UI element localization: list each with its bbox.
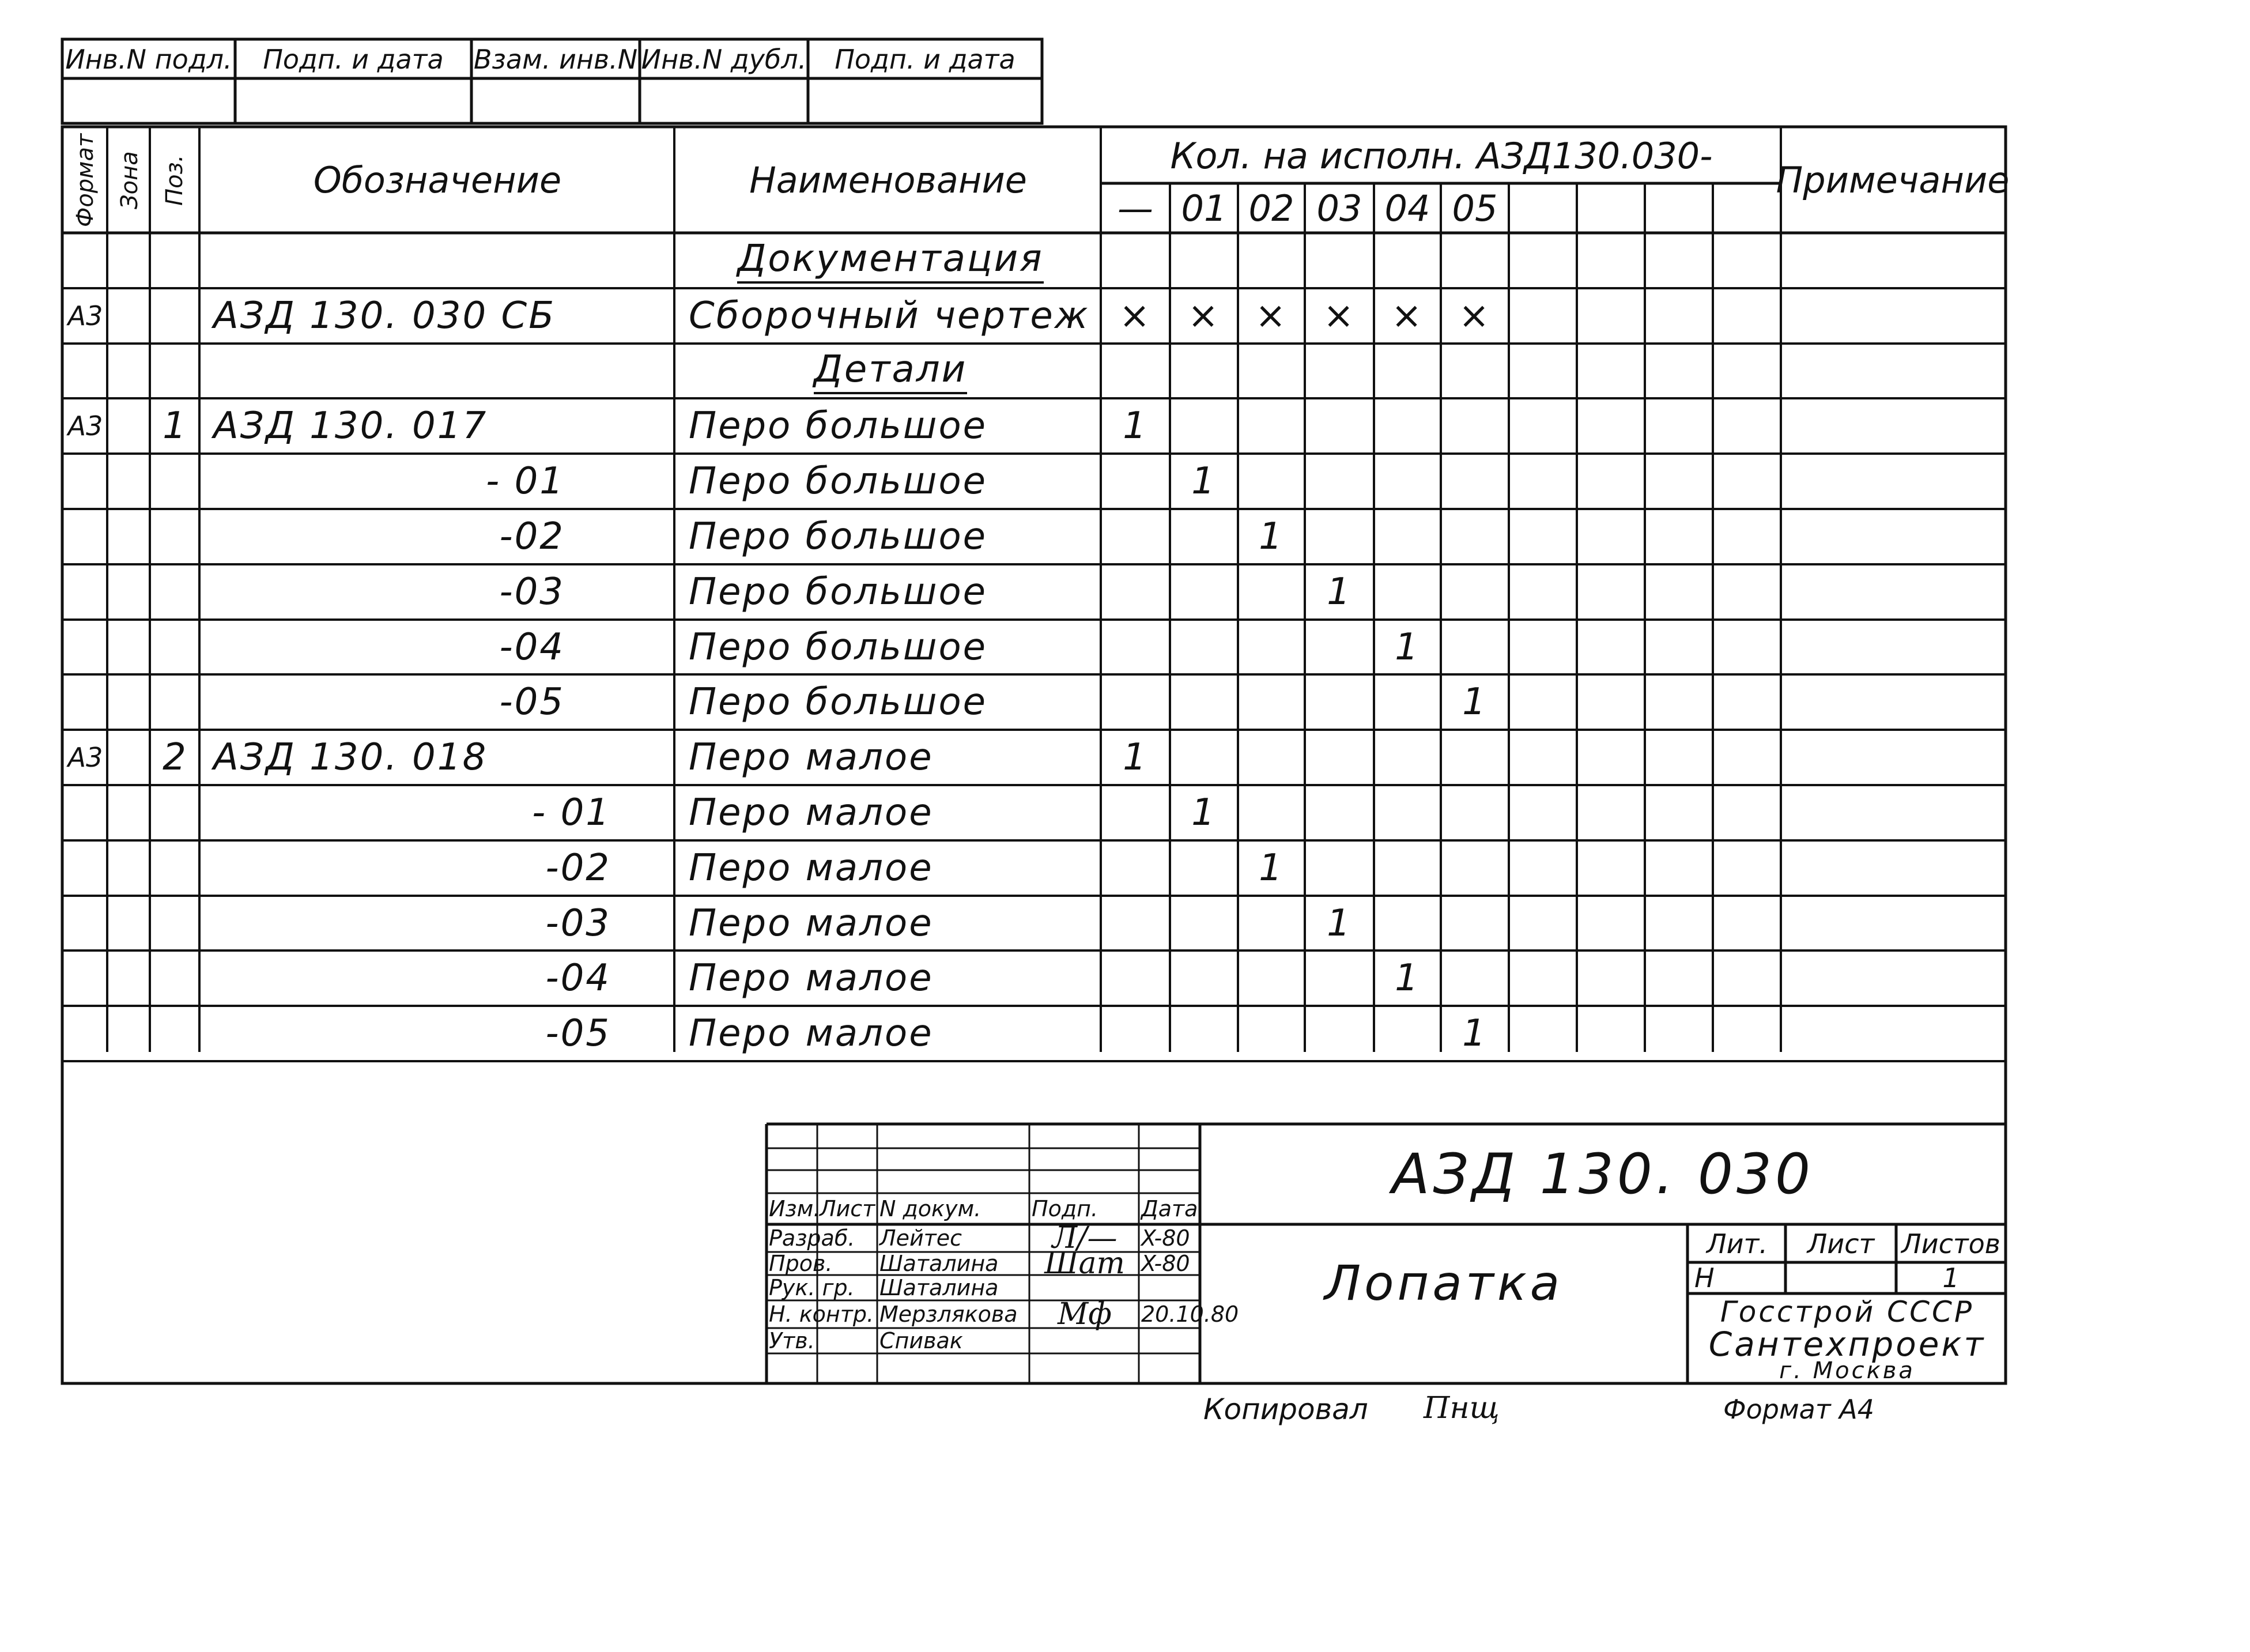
row-name: Перо большое: [689, 515, 987, 558]
qty-cell: [1306, 455, 1373, 508]
qty-cell: [1306, 510, 1373, 563]
row-position: [151, 289, 199, 342]
variant-header: 02: [1248, 187, 1294, 229]
qty-cell: [1375, 345, 1440, 398]
org-line-3: г. Москва: [1779, 1357, 1915, 1384]
qty-cell: [1375, 399, 1440, 452]
row-format: [63, 234, 107, 287]
qty-cell: [1306, 399, 1373, 452]
row-position: 1: [163, 405, 188, 447]
qty-cell: [1102, 952, 1169, 1005]
qty-cell: [1239, 952, 1304, 1005]
qty-cell: [1102, 676, 1169, 729]
qty-cell: 1: [1123, 736, 1148, 779]
row-position: [151, 786, 199, 839]
qty-cell: [1239, 455, 1304, 508]
tb-signature: Шат: [1044, 1246, 1125, 1281]
qty-cell: [1442, 455, 1508, 508]
stamp-sign-date-1: Подп. и дата: [263, 44, 444, 75]
qty-cell: [1306, 952, 1373, 1005]
sheet-label: Лист: [1807, 1228, 1875, 1259]
tb-col-header: Изм.: [769, 1196, 821, 1221]
tb-date: [1141, 1276, 1199, 1300]
variant-header: 04: [1384, 187, 1430, 229]
header-note: Примечание: [1776, 159, 2010, 201]
qty-cell: 1: [1327, 902, 1352, 945]
row-designation: -04: [499, 626, 565, 669]
tb-role: Н. контр.: [769, 1302, 874, 1327]
row-name: Перо большое: [689, 571, 987, 613]
qty-cell: ×: [1187, 295, 1221, 337]
tb-person: Лейтес: [879, 1225, 962, 1251]
qty-cell: [1442, 565, 1508, 618]
qty-cell: 1: [1123, 405, 1148, 447]
sheets-value: 1: [1942, 1262, 1960, 1293]
qty-cell: [1239, 345, 1304, 398]
doc-code: АЗД 130. 030: [1391, 1142, 1814, 1206]
tb-signature: [1032, 1276, 1138, 1300]
header-format: Формат: [72, 133, 99, 228]
qty-cell: [1442, 731, 1508, 784]
row-format: [63, 455, 107, 508]
row-format: [63, 565, 107, 618]
qty-cell: ×: [1323, 295, 1356, 337]
section-heading-text: Документация: [737, 237, 1043, 284]
qty-cell: [1442, 399, 1508, 452]
qty-cell: 1: [1191, 460, 1217, 503]
tb-signature: [1032, 1329, 1138, 1353]
row-name: Перо большое: [689, 681, 987, 723]
qty-cell: [1102, 345, 1169, 398]
qty-cell: [1375, 565, 1440, 618]
header-qty-title: Кол. на исполн. АЗД130.030-: [1170, 134, 1713, 177]
row-position: [151, 510, 199, 563]
tb-role: Рук. гр.: [769, 1275, 855, 1300]
copied-label: Копировал: [1203, 1393, 1368, 1426]
qty-cell: [1442, 345, 1508, 398]
tb-col-header: Лист: [820, 1196, 875, 1221]
section-heading: [689, 345, 1092, 398]
qty-cell: [1306, 676, 1373, 729]
qty-cell: 1: [1462, 1012, 1488, 1055]
row-name: Перо малое: [689, 1012, 934, 1055]
row-format: [63, 952, 107, 1005]
header-name: Наименование: [749, 159, 1027, 201]
qty-cell: [1102, 897, 1169, 950]
row-format: А3: [67, 742, 103, 773]
row-position: [151, 842, 199, 895]
qty-cell: [1375, 897, 1440, 950]
variant-header: 05: [1452, 187, 1498, 229]
header-designation: Обозначение: [313, 159, 562, 201]
tb-col-header: N докум.: [879, 1196, 981, 1221]
tb-signature: Л/—: [1052, 1221, 1118, 1255]
row-designation: [213, 234, 663, 287]
qty-cell: ×: [1119, 295, 1152, 337]
qty-cell: 1: [1191, 791, 1217, 834]
qty-cell: [1171, 345, 1237, 398]
variant-header: 03: [1316, 187, 1362, 229]
row-format: [63, 786, 107, 839]
tb-date: X-80: [1141, 1251, 1190, 1276]
tb-role: Пров.: [769, 1251, 833, 1276]
row-designation: -05: [545, 1012, 611, 1055]
row-designation: АЗД 130. 030 СБ: [213, 295, 556, 337]
tb-col-header: Дата: [1141, 1196, 1198, 1221]
sheets-label: Листов: [1901, 1228, 2000, 1259]
tb-date: X-80: [1141, 1225, 1190, 1251]
qty-cell: ×: [1391, 295, 1424, 337]
row-position: [151, 565, 199, 618]
variant-header: —: [1118, 187, 1153, 229]
row-format: [63, 621, 107, 674]
row-name: Перо малое: [689, 847, 934, 889]
row-format: [63, 510, 107, 563]
qty-cell: 1: [1462, 681, 1488, 723]
qty-cell: [1171, 952, 1237, 1005]
row-name: Перо малое: [689, 736, 934, 779]
row-designation: -02: [545, 847, 611, 889]
qty-cell: ×: [1255, 295, 1288, 337]
stamp-replace-inv: Взам. инв.N: [473, 44, 638, 75]
row-format: [63, 897, 107, 950]
qty-cell: 1: [1259, 515, 1284, 558]
row-name: Перо большое: [689, 460, 987, 503]
copied-signature: Пнщ: [1424, 1391, 1500, 1425]
qty-cell: 1: [1395, 957, 1420, 1000]
qty-cell: [1375, 1007, 1440, 1060]
sheet-value: [1785, 1262, 1896, 1293]
row-name: Перо малое: [689, 791, 934, 834]
qty-cell: [1102, 842, 1169, 895]
tb-role: Разраб.: [769, 1225, 855, 1251]
qty-cell: [1171, 897, 1237, 950]
qty-cell: [1239, 234, 1304, 287]
row-position: 2: [163, 736, 188, 779]
row-format: [63, 676, 107, 729]
qty-cell: [1102, 234, 1169, 287]
qty-cell: [1102, 455, 1169, 508]
tb-role: Утв.: [769, 1328, 815, 1353]
qty-cell: [1375, 234, 1440, 287]
qty-cell: [1102, 1007, 1169, 1060]
qty-cell: [1102, 786, 1169, 839]
tb-person: Шаталина: [879, 1251, 999, 1276]
qty-cell: 1: [1395, 626, 1420, 669]
qty-cell: [1239, 1007, 1304, 1060]
qty-cell: [1171, 565, 1237, 618]
stamp-sign-date-2: Подп. и дата: [835, 44, 1015, 75]
qty-cell: [1306, 621, 1373, 674]
qty-cell: [1442, 952, 1508, 1005]
qty-cell: [1171, 621, 1237, 674]
qty-cell: [1102, 510, 1169, 563]
lit-label: Лит.: [1707, 1228, 1768, 1259]
qty-cell: [1171, 842, 1237, 895]
qty-cell: [1239, 565, 1304, 618]
row-designation: -03: [499, 571, 565, 613]
header-position: Поз.: [161, 154, 188, 206]
qty-cell: [1306, 842, 1373, 895]
qty-cell: [1442, 897, 1508, 950]
qty-cell: [1171, 731, 1237, 784]
row-position: [151, 345, 199, 398]
row-name: Перо малое: [689, 902, 934, 945]
qty-cell: [1442, 621, 1508, 674]
qty-cell: [1239, 897, 1304, 950]
row-name: Сборочный чертеж: [689, 295, 1090, 337]
row-designation: -02: [499, 515, 565, 558]
lit-value: Н: [1694, 1262, 1715, 1293]
tb-date: 20.10.80: [1141, 1302, 1239, 1327]
row-position: [151, 621, 199, 674]
row-designation: -03: [545, 902, 611, 945]
qty-cell: [1171, 399, 1237, 452]
org-line-1: Госстрой СССР: [1720, 1295, 1975, 1329]
row-designation: [213, 345, 663, 398]
row-format: А3: [67, 410, 103, 442]
qty-cell: [1102, 621, 1169, 674]
qty-cell: ×: [1458, 295, 1492, 337]
qty-cell: [1442, 786, 1508, 839]
qty-cell: [1306, 731, 1373, 784]
qty-cell: [1375, 510, 1440, 563]
row-designation: - 01: [486, 460, 565, 503]
section-heading: [689, 234, 1092, 287]
qty-cell: [1239, 399, 1304, 452]
qty-cell: [1442, 842, 1508, 895]
row-position: [151, 455, 199, 508]
row-position: [151, 676, 199, 729]
qty-cell: [1375, 455, 1440, 508]
qty-cell: [1171, 676, 1237, 729]
qty-cell: [1239, 786, 1304, 839]
qty-cell: [1306, 234, 1373, 287]
qty-cell: [1306, 345, 1373, 398]
qty-cell: [1442, 234, 1508, 287]
row-format: [63, 345, 107, 398]
tb-person: Спивак: [879, 1328, 963, 1353]
row-designation: -05: [499, 681, 565, 723]
org-line-2: Сантехпроект: [1708, 1325, 1986, 1364]
qty-cell: [1239, 731, 1304, 784]
qty-cell: 1: [1259, 847, 1284, 889]
row-name: Перо большое: [689, 405, 987, 447]
qty-cell: [1239, 621, 1304, 674]
row-name: Перо большое: [689, 626, 987, 669]
variant-header: 01: [1181, 187, 1227, 229]
row-position: [151, 234, 199, 287]
tb-date: [1141, 1329, 1199, 1353]
qty-cell: [1375, 676, 1440, 729]
tb-signature: Мф: [1058, 1297, 1112, 1332]
row-position: [151, 1007, 199, 1060]
qty-cell: [1442, 510, 1508, 563]
qty-cell: [1102, 565, 1169, 618]
row-position: [151, 897, 199, 950]
doc-title: Лопатка: [1324, 1255, 1564, 1311]
qty-cell: [1239, 676, 1304, 729]
row-designation: АЗД 130. 018: [213, 736, 488, 779]
row-format: А3: [67, 300, 103, 331]
qty-cell: [1375, 731, 1440, 784]
row-designation: - 01: [532, 791, 611, 834]
stamp-inv-orig: Инв.N подл.: [65, 44, 232, 75]
qty-cell: [1171, 1007, 1237, 1060]
qty-cell: 1: [1327, 571, 1352, 613]
tb-col-header: Подп.: [1032, 1196, 1098, 1221]
qty-cell: [1171, 510, 1237, 563]
row-position: [151, 952, 199, 1005]
header-zone: Зона: [116, 151, 143, 210]
format-label: Формат А4: [1723, 1394, 1874, 1425]
qty-cell: [1306, 1007, 1373, 1060]
row-designation: -04: [545, 957, 611, 1000]
tb-person: Шаталина: [879, 1275, 999, 1300]
row-format: [63, 842, 107, 895]
qty-cell: [1375, 842, 1440, 895]
qty-cell: [1375, 786, 1440, 839]
qty-cell: [1306, 786, 1373, 839]
row-name: Перо малое: [689, 957, 934, 1000]
qty-cell: [1171, 234, 1237, 287]
tb-person: Мерзлякова: [879, 1302, 1018, 1327]
row-format: [63, 1007, 107, 1060]
section-heading-text: Детали: [814, 348, 967, 394]
row-designation: АЗД 130. 017: [213, 405, 488, 447]
stamp-inv-dup: Инв.N дубл.: [641, 44, 807, 75]
